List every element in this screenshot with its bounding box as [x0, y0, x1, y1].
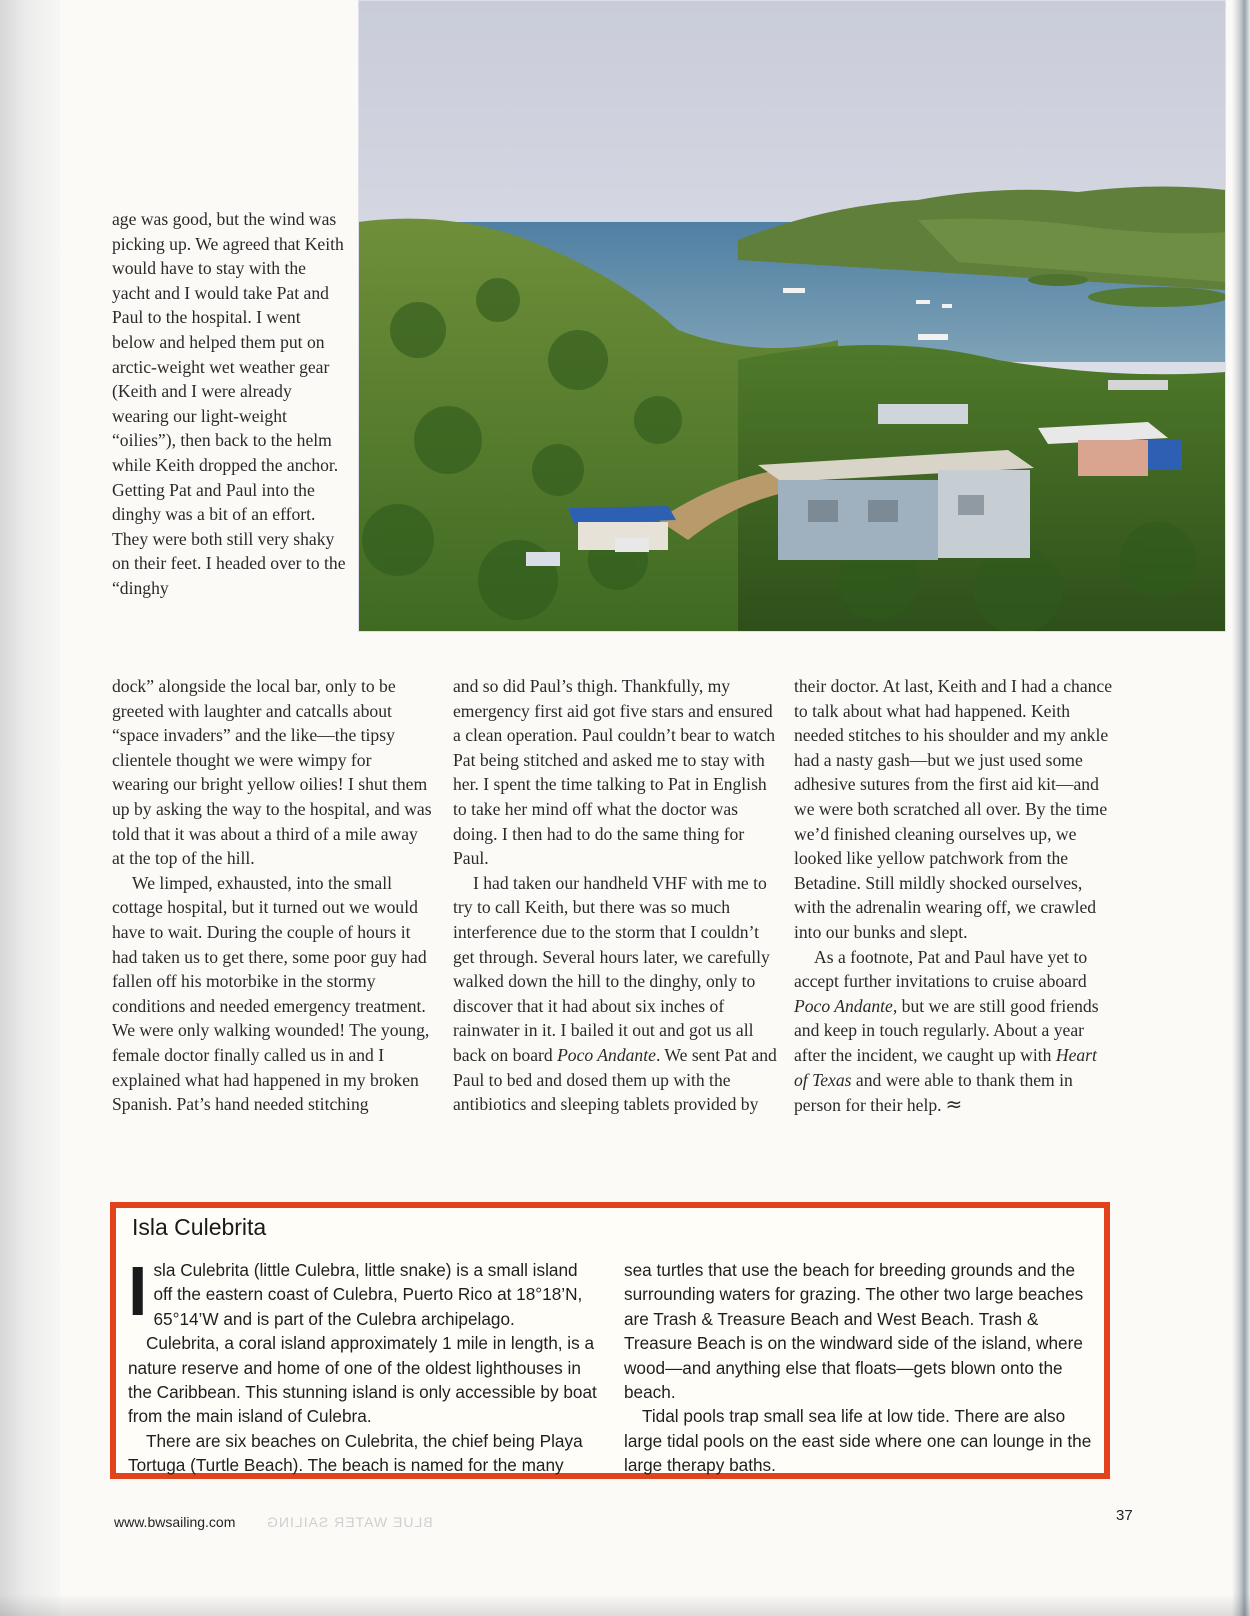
article-column-3 — [794, 674, 1114, 1118]
article-paragraph: their doctor. At last, Keith and I had a chance to talk about what had happened. Keith needed stitches to his shoulder and my ankle had a nasty gash—but we just used some adhesive sutures from the first aid kit—and we were both scratched all over. By the time we’d finished cleaning ourselves up, we looked like yellow patchwork from the Betadine. Still mildly shocked ourselves, with the adrenalin wearing off, we crawled into our bunks and slept. — [794, 676, 1113, 942]
article-column-1-top — [112, 207, 347, 601]
drop-cap: I — [128, 1252, 148, 1330]
page-bottom-shadow — [0, 1594, 1250, 1616]
sidebar-paragraph — [128, 1252, 598, 1331]
article-column-2 — [453, 674, 778, 1117]
article-paragraph: and so did Paul’s thigh. Thankfully, my emergency first aid got five stars and ensured a clean operation. Paul couldn’t bear to watch Pat being stitched and asked me to stay with her. I spent the time talking to Pat in English to take her mind off what the doctor was doing. I then had to do the same thing for Paul. — [453, 676, 776, 869]
sidebar-box-isla-culebrita — [110, 1202, 1110, 1479]
boat-name: Poco Andante — [557, 1044, 656, 1065]
sidebar-paragraph: Culebrita, a coral island approximately 1 mile in length, is a nature reserve and home of one of the oldest lighthouses in the Caribbean. This stunning island is only accessible by boat from the main island of Culebra. — [128, 1333, 597, 1427]
text-run: and were able to thank them in person for their help. — [794, 1069, 1073, 1116]
sidebar-column-right — [624, 1258, 1099, 1478]
page-binding-shadow — [0, 0, 60, 1616]
article-paragraph: dock” alongside the local bar, only to be greeted with laughter and catcalls about “space invaders” and the like—the tipsy clientele thought we were wimpy for wearing our bright yellow oilies! I shut them up by asking the way to the hospital, and was told that it was about a third of a mile away at the top of the hill. — [112, 676, 432, 869]
article-paragraph — [794, 945, 1114, 1118]
bay-landscape-photo — [358, 0, 1226, 632]
sidebar-paragraph: There are six beaches on Culebrita, the chief being Playa Tortuga (Turtle Beach). The beach is named for the many — [128, 1430, 583, 1476]
sidebar-paragraph: Tidal pools trap small sea life at low tide. There are also large tidal pools on the east side where one can lounge in the large therapy baths. — [624, 1406, 1092, 1476]
article-paragraph: age was good, but the wind was picking up. We agreed that Keith would have to stay with the yacht and I would take Pat and Paul to the hospital. I went below and helped them put on arctic-weight wet weather gear (Keith and I were already wearing our light-weight “oilies”), then back to the helm while Keith dropped the anchor. Getting Pat and Paul into the dinghy was a bit of an effort. They were both still very shaky on their feet. I headed over to the “dinghy — [112, 209, 346, 598]
page-number: 37 — [1116, 1507, 1133, 1524]
boat-name: Heart of Texas — [794, 1044, 1097, 1090]
text-run: As a footnote, Pat and Paul have yet to accept further invitations to cruise aboard — [794, 946, 1088, 992]
house-white — [758, 450, 1034, 560]
sidebar-column-left — [128, 1252, 598, 1478]
article-paragraph — [453, 871, 778, 1117]
article-photo — [358, 0, 1226, 632]
text-run: . We sent Pat and Paul to bed and dosed them up with the antibiotics and sleeping tablets provided by — [453, 1044, 777, 1115]
text-run: sla Culebrita (little Culebra, little snake) is a small island off the eastern coast of Culebra, Puerto Rico at 18°18’N, 65°14’W and is part of the Culebra archipelago. — [153, 1260, 583, 1329]
footer-website-url: www.bwsailing.com — [114, 1514, 236, 1530]
text-run: but we are still good friends and keep in touch regularly. About a year after the incident, we caught up with — [794, 995, 1099, 1065]
sidebar-paragraph: sea turtles that use the beach for breeding grounds and the surrounding waters for grazing. The other two large beaches are Trash & Treasure Beach and West Beach. Trash & Treasure Beach is on the windward side of the island, where wood—and anything else that floats—gets blown onto the beach. — [624, 1260, 1084, 1403]
boat-name: Poco Andante, — [794, 995, 898, 1016]
sidebar-title: Isla Culebrita — [132, 1214, 267, 1240]
show-through-text: BLUE WATER SAILING — [266, 1514, 433, 1530]
article-column-1-bottom — [112, 674, 432, 1117]
article-paragraph: We limped, exhausted, into the small cottage hospital, but it turned out we would have to wait. During the couple of hours it had taken us to get there, some poor guy had fallen off his motorbike in the stormy conditions and needed emergency treatment. We were only walking wounded! The young, female doctor finally called us in and I explained what had happened in my broken Spanish. Pat’s hand needed stitching — [112, 872, 430, 1115]
end-of-article-mark: ≈ — [945, 1092, 963, 1117]
text-run: I had taken our handheld VHF with me to try to call Keith, but there was so much interference due to the storm that I couldn’t get through. Several hours later, we carefully walked down the hill to the dinghy, only to discover that it had about six inches of rainwater in it. I bailed it out and got us all back on board — [453, 872, 770, 1065]
page-edge — [1232, 0, 1250, 1616]
